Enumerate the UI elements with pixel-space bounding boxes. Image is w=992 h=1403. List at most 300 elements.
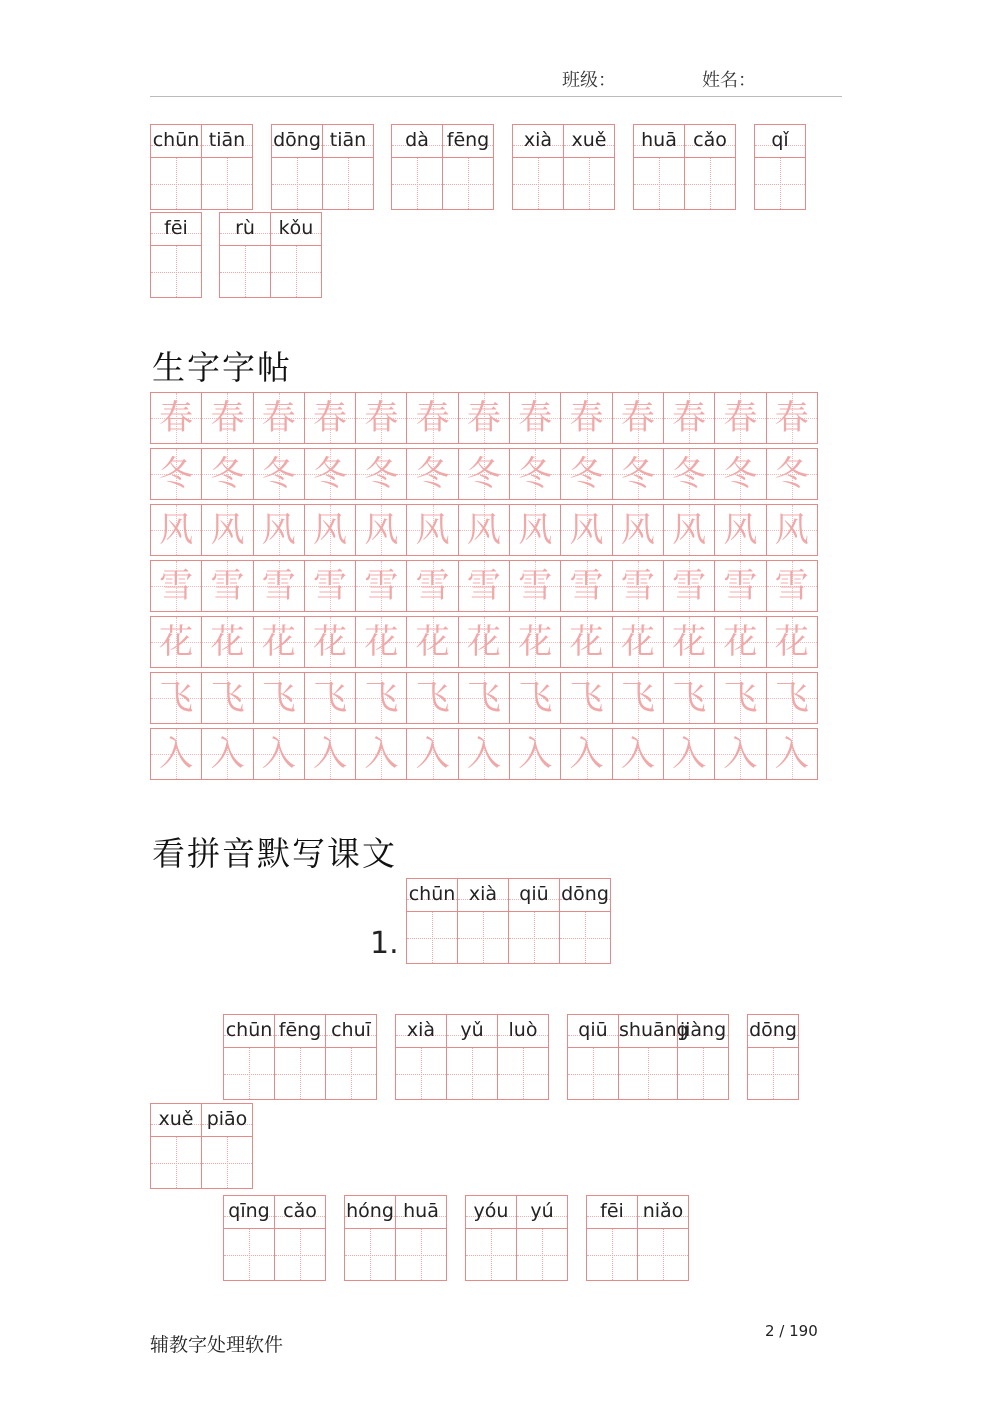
word-box bbox=[633, 124, 736, 210]
trace-cell[interactable] bbox=[201, 729, 252, 779]
trace-cell[interactable] bbox=[355, 393, 406, 443]
trace-character: 雪 bbox=[569, 566, 604, 606]
trace-cell[interactable] bbox=[663, 673, 714, 723]
trace-character: 花 bbox=[364, 622, 399, 662]
trace-cell[interactable] bbox=[458, 561, 509, 611]
char-cell[interactable] bbox=[270, 213, 321, 297]
pinyin-text: rù bbox=[235, 217, 255, 239]
char-cell[interactable] bbox=[497, 1015, 548, 1099]
trace-cell[interactable] bbox=[560, 561, 611, 611]
pinyin-text: chūn bbox=[152, 129, 200, 151]
word-box bbox=[271, 124, 374, 210]
trace-character: 飞 bbox=[261, 678, 296, 718]
char-cell[interactable] bbox=[219, 213, 270, 297]
tianzi-grid[interactable] bbox=[678, 1048, 728, 1099]
trace-character: 春 bbox=[313, 398, 348, 438]
trace-cell[interactable] bbox=[304, 673, 355, 723]
tianzi-grid[interactable] bbox=[619, 1048, 677, 1099]
pinyin-text: qiū bbox=[578, 1019, 608, 1041]
trace-cell[interactable] bbox=[355, 449, 406, 499]
pinyin-label bbox=[323, 125, 373, 158]
pinyin-label bbox=[151, 213, 201, 246]
trace-character: 飞 bbox=[313, 678, 348, 718]
trace-cell[interactable] bbox=[766, 673, 817, 723]
trace-character: 花 bbox=[466, 622, 501, 662]
char-cell[interactable] bbox=[754, 125, 805, 209]
tianzi-grid[interactable] bbox=[202, 158, 252, 209]
char-cell[interactable] bbox=[747, 1015, 798, 1099]
trace-character: 雪 bbox=[723, 566, 758, 606]
char-cell[interactable] bbox=[274, 1196, 325, 1280]
tianzi-grid[interactable] bbox=[396, 1048, 446, 1099]
name-label: 姓名： bbox=[702, 70, 756, 91]
trace-character: 春 bbox=[569, 398, 604, 438]
tianzi-grid[interactable] bbox=[392, 158, 442, 209]
trace-character: 花 bbox=[518, 622, 553, 662]
pinyin-text: fēi bbox=[600, 1200, 624, 1222]
trace-cell[interactable] bbox=[766, 729, 817, 779]
trace-cell[interactable] bbox=[663, 617, 714, 667]
trace-character: 雪 bbox=[672, 566, 707, 606]
trace-cell[interactable] bbox=[253, 729, 304, 779]
trace-character: 花 bbox=[261, 622, 296, 662]
pinyin-label bbox=[326, 1015, 376, 1048]
word-box bbox=[747, 1014, 799, 1100]
trace-cell[interactable] bbox=[612, 449, 663, 499]
trace-character: 春 bbox=[466, 398, 501, 438]
trace-cell[interactable] bbox=[509, 505, 560, 555]
trace-character: 春 bbox=[518, 398, 553, 438]
trace-cell[interactable] bbox=[509, 617, 560, 667]
trace-character: 风 bbox=[364, 510, 399, 550]
trace-cell[interactable] bbox=[253, 393, 304, 443]
char-cell[interactable] bbox=[457, 879, 508, 963]
trace-character: 风 bbox=[518, 510, 553, 550]
trace-cell[interactable] bbox=[714, 617, 765, 667]
word-box bbox=[223, 1195, 326, 1281]
char-cell[interactable] bbox=[618, 1015, 689, 1099]
trace-cell[interactable] bbox=[612, 729, 663, 779]
pinyin-label bbox=[568, 1015, 618, 1048]
trace-character: 飞 bbox=[364, 678, 399, 718]
pinyin-text: tiān bbox=[208, 129, 246, 151]
pinyin-text: fēi bbox=[164, 217, 188, 239]
trace-cell[interactable] bbox=[766, 617, 817, 667]
trace-cell[interactable] bbox=[714, 449, 765, 499]
trace-character: 飞 bbox=[723, 678, 758, 718]
trace-cell[interactable] bbox=[355, 673, 406, 723]
trace-character: 飞 bbox=[620, 678, 655, 718]
trace-character: 入 bbox=[518, 734, 553, 774]
trace-character: 飞 bbox=[466, 678, 501, 718]
trace-cell[interactable] bbox=[201, 617, 252, 667]
trace-character: 花 bbox=[159, 622, 194, 662]
trace-cell[interactable] bbox=[509, 673, 560, 723]
trace-cell[interactable] bbox=[304, 617, 355, 667]
tianzi-grid[interactable] bbox=[517, 1229, 567, 1280]
pinyin-label bbox=[678, 1015, 728, 1048]
trace-cell[interactable] bbox=[560, 505, 611, 555]
char-cell[interactable] bbox=[201, 125, 252, 209]
tianzi-grid[interactable] bbox=[407, 912, 457, 963]
pinyin-text: shuāng bbox=[619, 1019, 689, 1041]
pinyin-label bbox=[220, 213, 270, 246]
trace-character: 冬 bbox=[774, 454, 809, 494]
char-cell[interactable] bbox=[223, 1015, 274, 1099]
trace-character: 雪 bbox=[774, 566, 809, 606]
tianzi-grid[interactable] bbox=[564, 158, 614, 209]
pinyin-label bbox=[517, 1196, 567, 1229]
trace-character: 春 bbox=[415, 398, 450, 438]
trace-character: 春 bbox=[261, 398, 296, 438]
trace-cell[interactable] bbox=[766, 449, 817, 499]
trace-cell[interactable] bbox=[304, 505, 355, 555]
trace-cell[interactable] bbox=[509, 729, 560, 779]
trace-cell[interactable] bbox=[509, 393, 560, 443]
tianzi-grid[interactable] bbox=[224, 1229, 274, 1280]
word-box bbox=[586, 1195, 689, 1281]
class-label: 班级： bbox=[562, 70, 616, 91]
trace-character: 风 bbox=[466, 510, 501, 550]
char-cell[interactable] bbox=[391, 125, 442, 209]
trace-character: 飞 bbox=[774, 678, 809, 718]
trace-character: 春 bbox=[364, 398, 399, 438]
trace-cell[interactable] bbox=[714, 673, 765, 723]
trace-cell[interactable] bbox=[663, 449, 714, 499]
trace-cell[interactable] bbox=[355, 729, 406, 779]
tianzi-grid[interactable] bbox=[224, 1048, 274, 1099]
char-cell[interactable] bbox=[516, 1196, 567, 1280]
char-cell[interactable] bbox=[567, 1015, 618, 1099]
trace-cell[interactable] bbox=[355, 617, 406, 667]
trace-character: 雪 bbox=[620, 566, 655, 606]
trace-cell[interactable] bbox=[406, 393, 457, 443]
pinyin-label bbox=[272, 125, 322, 158]
tianzi-grid[interactable] bbox=[396, 1229, 446, 1280]
trace-cell[interactable] bbox=[201, 505, 252, 555]
trace-character: 花 bbox=[415, 622, 450, 662]
tianzi-grid[interactable] bbox=[323, 158, 373, 209]
tianzi-grid[interactable] bbox=[275, 1048, 325, 1099]
char-cell[interactable] bbox=[446, 1015, 497, 1099]
pinyin-text: chuī bbox=[331, 1019, 371, 1041]
pinyin-text: xuě bbox=[571, 129, 607, 151]
trace-cell[interactable] bbox=[663, 393, 714, 443]
trace-cell[interactable] bbox=[560, 729, 611, 779]
pinyin-text: xià bbox=[406, 1019, 436, 1041]
char-cell[interactable] bbox=[633, 125, 684, 209]
pinyin-text: xià bbox=[523, 129, 553, 151]
tianzi-grid[interactable] bbox=[272, 158, 322, 209]
trace-cell[interactable] bbox=[406, 729, 457, 779]
tianzi-grid[interactable] bbox=[345, 1229, 395, 1280]
trace-cell[interactable] bbox=[612, 561, 663, 611]
pinyin-text: hóng bbox=[346, 1200, 394, 1222]
trace-cell[interactable] bbox=[201, 561, 252, 611]
tianzi-grid[interactable] bbox=[151, 246, 201, 297]
item-number: 1. bbox=[370, 926, 399, 961]
trace-cell[interactable] bbox=[253, 449, 304, 499]
word-box bbox=[406, 878, 611, 964]
pinyin-text: xià bbox=[468, 883, 498, 905]
trace-cell[interactable] bbox=[406, 673, 457, 723]
tianzi-grid[interactable] bbox=[634, 158, 684, 209]
tianzi-grid[interactable] bbox=[568, 1048, 618, 1099]
trace-cell[interactable] bbox=[150, 449, 201, 499]
char-cell[interactable] bbox=[325, 1015, 376, 1099]
trace-cell[interactable] bbox=[766, 561, 817, 611]
trace-cell[interactable] bbox=[714, 505, 765, 555]
trace-character: 入 bbox=[774, 734, 809, 774]
tianzi-grid[interactable] bbox=[151, 158, 201, 209]
trace-character: 花 bbox=[672, 622, 707, 662]
trace-cell[interactable] bbox=[458, 393, 509, 443]
trace-cell[interactable] bbox=[201, 673, 252, 723]
trace-character: 风 bbox=[415, 510, 450, 550]
trace-character: 春 bbox=[210, 398, 245, 438]
trace-cell[interactable] bbox=[150, 729, 201, 779]
trace-cell[interactable] bbox=[714, 393, 765, 443]
trace-cell[interactable] bbox=[458, 505, 509, 555]
char-cell[interactable] bbox=[563, 125, 614, 209]
trace-character: 飞 bbox=[569, 678, 604, 718]
char-cell[interactable] bbox=[274, 1015, 325, 1099]
trace-cell[interactable] bbox=[714, 561, 765, 611]
char-cell[interactable] bbox=[586, 1196, 637, 1280]
trace-character: 入 bbox=[415, 734, 450, 774]
trace-cell[interactable] bbox=[612, 617, 663, 667]
trace-cell[interactable] bbox=[560, 617, 611, 667]
tianzi-grid[interactable] bbox=[755, 158, 805, 209]
char-cell[interactable] bbox=[223, 1196, 274, 1280]
pinyin-label bbox=[748, 1015, 798, 1048]
pinyin-label bbox=[224, 1015, 274, 1048]
trace-character: 冬 bbox=[210, 454, 245, 494]
trace-cell[interactable] bbox=[509, 561, 560, 611]
char-cell[interactable] bbox=[344, 1196, 395, 1280]
trace-cell[interactable] bbox=[509, 449, 560, 499]
trace-cell[interactable] bbox=[560, 393, 611, 443]
trace-cell[interactable] bbox=[150, 505, 201, 555]
word-box bbox=[395, 1014, 549, 1100]
trace-cell[interactable] bbox=[663, 561, 714, 611]
trace-character: 雪 bbox=[261, 566, 296, 606]
trace-cell[interactable] bbox=[612, 393, 663, 443]
trace-cell[interactable] bbox=[458, 617, 509, 667]
practice-row bbox=[150, 616, 818, 668]
tianzi-grid[interactable] bbox=[509, 912, 559, 963]
word-box bbox=[512, 124, 615, 210]
trace-cell[interactable] bbox=[304, 393, 355, 443]
trace-character: 飞 bbox=[210, 678, 245, 718]
word-box bbox=[465, 1195, 568, 1281]
pinyin-text: kǒu bbox=[278, 217, 314, 239]
trace-cell[interactable] bbox=[663, 729, 714, 779]
trace-cell[interactable] bbox=[612, 673, 663, 723]
char-cell[interactable] bbox=[465, 1196, 516, 1280]
trace-character: 花 bbox=[210, 622, 245, 662]
pinyin-label bbox=[271, 213, 321, 246]
pinyin-label bbox=[560, 879, 610, 912]
trace-cell[interactable] bbox=[304, 729, 355, 779]
tianzi-grid[interactable] bbox=[638, 1229, 688, 1280]
trace-cell[interactable] bbox=[201, 393, 252, 443]
trace-cell[interactable] bbox=[355, 561, 406, 611]
char-cell[interactable] bbox=[150, 1104, 201, 1188]
trace-character: 冬 bbox=[364, 454, 399, 494]
trace-character: 入 bbox=[159, 734, 194, 774]
pinyin-label bbox=[564, 125, 614, 158]
char-cell[interactable] bbox=[395, 1015, 446, 1099]
char-cell[interactable] bbox=[271, 125, 322, 209]
tianzi-grid[interactable] bbox=[685, 158, 735, 209]
char-cell[interactable] bbox=[559, 879, 610, 963]
pinyin-text: qīng bbox=[228, 1200, 270, 1222]
tianzi-grid[interactable] bbox=[275, 1229, 325, 1280]
pinyin-text: xuě bbox=[158, 1108, 194, 1130]
trace-cell[interactable] bbox=[304, 561, 355, 611]
trace-character: 入 bbox=[672, 734, 707, 774]
trace-character: 冬 bbox=[569, 454, 604, 494]
trace-cell[interactable] bbox=[150, 393, 201, 443]
trace-cell[interactable] bbox=[560, 673, 611, 723]
pinyin-text: cǎo bbox=[283, 1200, 317, 1222]
pinyin-label bbox=[638, 1196, 688, 1229]
trace-cell[interactable] bbox=[304, 449, 355, 499]
trace-character: 风 bbox=[159, 510, 194, 550]
word-box bbox=[754, 124, 806, 210]
trace-character: 风 bbox=[569, 510, 604, 550]
tianzi-grid[interactable] bbox=[326, 1048, 376, 1099]
word-box bbox=[150, 212, 202, 298]
practice-row bbox=[150, 672, 818, 724]
pinyin-text: dōng bbox=[273, 129, 321, 151]
trace-cell[interactable] bbox=[253, 561, 304, 611]
pinyin-text: yóu bbox=[473, 1200, 509, 1222]
trace-cell[interactable] bbox=[201, 449, 252, 499]
tianzi-grid[interactable] bbox=[220, 246, 270, 297]
pinyin-label bbox=[151, 125, 201, 158]
char-cell[interactable] bbox=[637, 1196, 688, 1280]
trace-cell[interactable] bbox=[714, 729, 765, 779]
char-cell[interactable] bbox=[322, 125, 373, 209]
pinyin-text: qiū bbox=[519, 883, 549, 905]
pinyin-text: huā bbox=[641, 129, 677, 151]
trace-cell[interactable] bbox=[406, 561, 457, 611]
trace-cell[interactable] bbox=[253, 673, 304, 723]
pinyin-text: fēng bbox=[278, 1019, 322, 1041]
tianzi-grid[interactable] bbox=[202, 1137, 252, 1188]
char-cell[interactable] bbox=[395, 1196, 446, 1280]
pinyin-text: cǎo bbox=[693, 129, 727, 151]
trace-cell[interactable] bbox=[766, 505, 817, 555]
pinyin-label bbox=[275, 1196, 325, 1229]
practice-row bbox=[150, 728, 818, 780]
trace-character: 冬 bbox=[415, 454, 450, 494]
trace-character: 冬 bbox=[466, 454, 501, 494]
trace-cell[interactable] bbox=[253, 505, 304, 555]
trace-character: 雪 bbox=[415, 566, 450, 606]
trace-cell[interactable] bbox=[458, 673, 509, 723]
trace-cell[interactable] bbox=[458, 729, 509, 779]
pinyin-text: qǐ bbox=[771, 129, 789, 151]
practice-row bbox=[150, 392, 818, 444]
trace-character: 入 bbox=[261, 734, 296, 774]
char-cell[interactable] bbox=[150, 213, 201, 297]
tianzi-grid[interactable] bbox=[466, 1229, 516, 1280]
pinyin-label bbox=[685, 125, 735, 158]
tianzi-grid[interactable] bbox=[587, 1229, 637, 1280]
pinyin-text: jiàng bbox=[679, 1019, 727, 1041]
trace-character: 花 bbox=[620, 622, 655, 662]
trace-cell[interactable] bbox=[663, 505, 714, 555]
trace-cell[interactable] bbox=[150, 617, 201, 667]
tianzi-grid[interactable] bbox=[498, 1048, 548, 1099]
trace-character: 风 bbox=[313, 510, 348, 550]
char-cell[interactable] bbox=[201, 1104, 252, 1188]
char-cell[interactable] bbox=[406, 879, 457, 963]
char-cell[interactable] bbox=[684, 125, 735, 209]
trace-character: 飞 bbox=[672, 678, 707, 718]
trace-cell[interactable] bbox=[458, 449, 509, 499]
trace-cell[interactable] bbox=[612, 505, 663, 555]
char-cell[interactable] bbox=[150, 125, 201, 209]
trace-cell[interactable] bbox=[406, 449, 457, 499]
trace-cell[interactable] bbox=[253, 617, 304, 667]
pinyin-label bbox=[498, 1015, 548, 1048]
pinyin-label bbox=[509, 879, 559, 912]
tianzi-grid[interactable] bbox=[443, 158, 493, 209]
char-cell[interactable] bbox=[508, 879, 559, 963]
trace-cell[interactable] bbox=[560, 449, 611, 499]
tianzi-grid[interactable] bbox=[748, 1048, 798, 1099]
char-cell[interactable] bbox=[677, 1015, 728, 1099]
tianzi-grid[interactable] bbox=[151, 1137, 201, 1188]
tianzi-grid[interactable] bbox=[447, 1048, 497, 1099]
trace-character: 冬 bbox=[261, 454, 296, 494]
word-box bbox=[391, 124, 494, 210]
trace-character: 冬 bbox=[313, 454, 348, 494]
trace-character: 雪 bbox=[159, 566, 194, 606]
trace-character: 风 bbox=[261, 510, 296, 550]
tianzi-grid[interactable] bbox=[560, 912, 610, 963]
char-cell[interactable] bbox=[442, 125, 493, 209]
practice-title: 生字字帖 bbox=[152, 348, 292, 387]
trace-character: 入 bbox=[620, 734, 655, 774]
trace-cell[interactable] bbox=[355, 505, 406, 555]
trace-cell[interactable] bbox=[150, 561, 201, 611]
tianzi-grid[interactable] bbox=[458, 912, 508, 963]
trace-cell[interactable] bbox=[766, 393, 817, 443]
trace-character: 春 bbox=[620, 398, 655, 438]
trace-cell[interactable] bbox=[406, 617, 457, 667]
char-cell[interactable] bbox=[512, 125, 563, 209]
tianzi-grid[interactable] bbox=[271, 246, 321, 297]
trace-character: 春 bbox=[159, 398, 194, 438]
pinyin-text: yú bbox=[530, 1200, 554, 1222]
trace-character: 入 bbox=[364, 734, 399, 774]
dictation-title: 看拼音默写课文 bbox=[152, 834, 397, 873]
pinyin-text: yǔ bbox=[460, 1019, 484, 1041]
pinyin-label bbox=[443, 125, 493, 158]
trace-character: 雪 bbox=[210, 566, 245, 606]
trace-character: 风 bbox=[620, 510, 655, 550]
pinyin-label bbox=[755, 125, 805, 158]
tianzi-grid[interactable] bbox=[513, 158, 563, 209]
trace-cell[interactable] bbox=[406, 505, 457, 555]
trace-cell[interactable] bbox=[150, 673, 201, 723]
pinyin-label bbox=[447, 1015, 497, 1048]
